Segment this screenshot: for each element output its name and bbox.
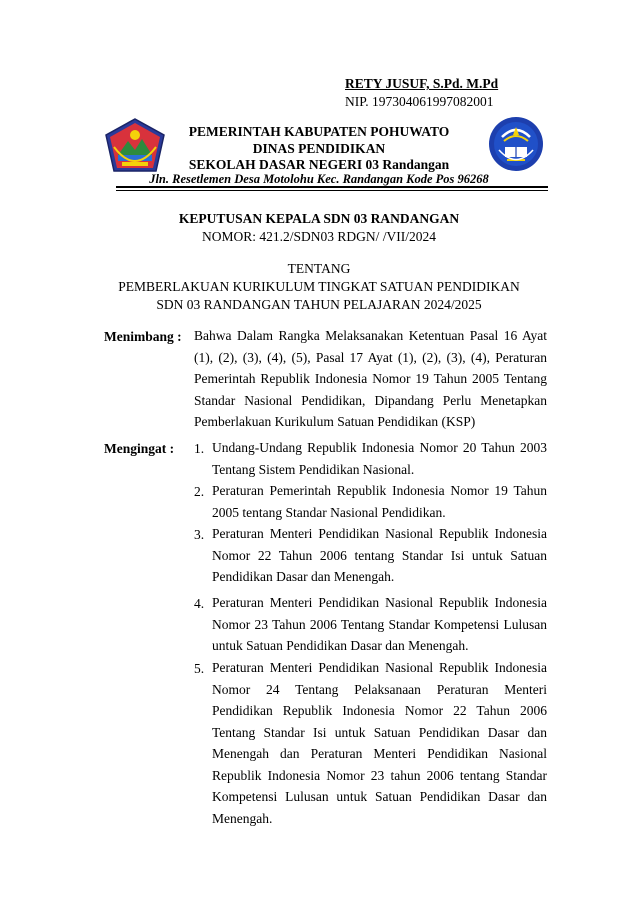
- list-item-number: 1.: [194, 441, 205, 456]
- list-item-text: Peraturan Menteri Pendidikan Nasional Republik Indonesia Nomor 23 Tahun 2006 Tentang Standar Kompetensi Lulusan untuk Satuan Pendidikan Dasar dan Menengah.: [212, 595, 547, 653]
- list-item-number: 4.: [194, 596, 205, 611]
- letterhead-school: SEKOLAH DASAR NEGERI 03 Randangan: [188, 157, 450, 172]
- letterhead-address: Jln. Resetlemen Desa Motolohu Kec. Randangan Kode Pos 96268: [149, 172, 489, 186]
- considering-text: Bahwa Dalam Rangka Melaksanakan Ketentuan Pasal 16 Ayat (1), (2), (3), (4), (5), Pasal 17 Ayat (1), (2), (3), (4), Peraturan Pemerintah Republik Indonesia Nomor 19 Tahun 2005 Tentang Standar Nasional Pendidikan, Dipandang Perlu Menetapkan Pemberlakuan Kurikulum Satuan Pendidikan (KSP): [194, 328, 547, 429]
- list-item-number: 5.: [194, 661, 205, 676]
- signer-nip: NIP. 197304061997082001: [345, 94, 494, 109]
- decree-number: NOMOR: 421.2/SDN03 RDGN/ /VII/2024: [201, 229, 436, 244]
- letterhead-rule-thick: [116, 186, 548, 188]
- letterhead-government: PEMERINTAH KABUPATEN POHUWATO: [188, 124, 450, 139]
- remembering-label: Mengingat :: [104, 441, 175, 456]
- decree-title: KEPUTUSAN KEPALA SDN 03 RANDANGAN: [178, 211, 460, 226]
- list-item-text: Peraturan Menteri Pendidikan Nasional Republik Indonesia Nomor 22 Tahun 2006 tentang Standar Isi untuk Satuan Pendidikan Dasar dan Menengah.: [212, 526, 547, 584]
- decree-subject-line2: SDN 03 RANDANGAN TAHUN PELAJARAN 2024/2025: [156, 297, 482, 312]
- letterhead-rule-thin: [116, 190, 548, 191]
- list-item-text: Peraturan Pemerintah Republik Indonesia Nomor 19 Tahun 2005 tentang Standar Nasional Pendidikan.: [212, 483, 547, 520]
- decree-about: TENTANG: [287, 261, 351, 276]
- considering-label: Menimbang :: [104, 329, 182, 344]
- signer-name: RETY JUSUF, S.Pd. M.Pd: [345, 76, 499, 91]
- list-item-text: Undang-Undang Republik Indonesia Nomor 20 Tahun 2003 Tentang Sistem Pendidikan Nasional.: [212, 440, 547, 477]
- list-item-text: Peraturan Menteri Pendidikan Nasional Republik Indonesia Nomor 24 Tentang Pelaksanaan Peraturan Menteri Pendidikan Republik Indonesia Nomor 22 Tahun 2006 Tentang Standar Isi untuk Satuan Pendidikan Dasar dan Menengah dan Peraturan Menteri Pendidikan Nasional Republik Indonesia Nomor 23 tahun 2006 tentang Standar Kompetensi Lulusan untuk Satuan Pendidikan Dasar dan Menengah.: [212, 660, 547, 826]
- list-item-number: 2.: [194, 484, 205, 499]
- decree-subject-line1: PEMBERLAKUAN KURIKULUM TINGKAT SATUAN PENDIDIKAN: [118, 279, 520, 294]
- letterhead-department: DINAS PENDIDIKAN: [252, 141, 386, 156]
- list-item-number: 3.: [194, 527, 205, 542]
